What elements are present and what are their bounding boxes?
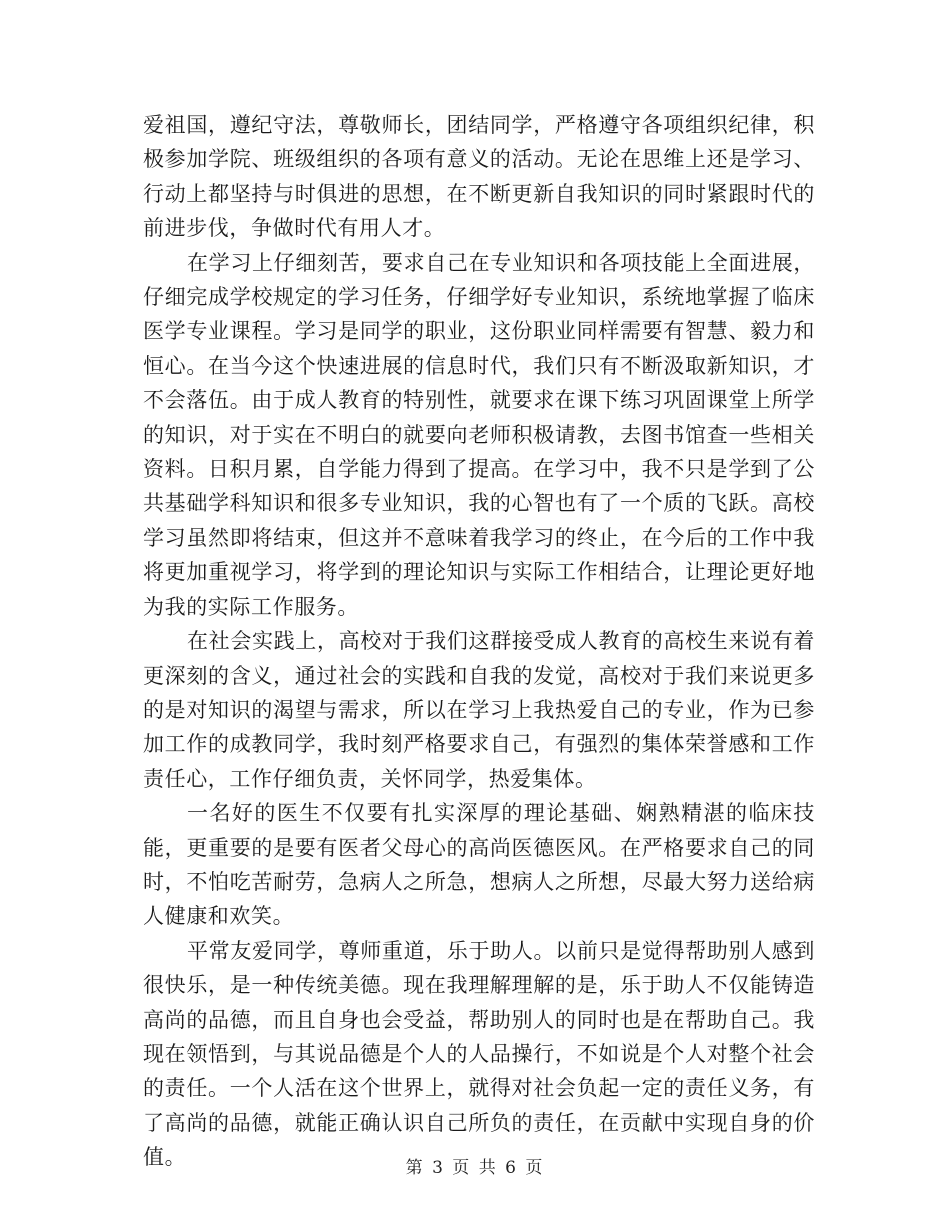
paragraph-1: 爱祖国，遵纪守法，尊敬师长，团结同学，严格遵守各项组织纪律，积极参加学院、班级组织的各项有意义的活动。无论在思维上还是学习、行动上都坚持与时俱进的思想，在不断更新自我知识的同时紧跟时代的前进步伐，争做时代有用人才。 [143,113,815,241]
paragraph-5: 平常友爱同学，尊师重道，乐于助人。以前只是觉得帮助别人感到很快乐，是一种传统美德。现在我理解理解的是，乐于助人不仅能铸造高尚的品德，而且自身也会受益，帮助别人的同时也是在帮助自己。我现在领悟到，与其说品德是个人的人品操行，不如说是个人对整个社会的责任。一个人活在这个世界上，就得对社会负起一定的责任义务，有了高尚的品德，就能正确认识自己所负的责任，在贡献中实现自身的价值。 [143,938,815,1170]
page-footer [0,1153,950,1178]
paragraph-2: 在学习上仔细刻苦，要求自己在专业知识和各项技能上全面进展，仔细完成学校规定的学习任务，仔细学好专业知识，系统地掌握了临床医学专业课程。学习是同学的职业，这份职业同样需要有智慧、毅力和恒心。在当今这个快速进展的信息时代，我们只有不断汲取新知识，才不会落伍。由于成人教育的特别性，就要求在课下练习巩固课堂上所学的知识，对于实在不明白的就要向老师积极请教，去图书馆查一些相关资料。日积月累，自学能力得到了提高。在学习中，我不只是学到了公共基础学科知识和很多专业知识，我的心智也有了一个质的飞跃。高校学习虽然即将结束，但这并不意味着我学习的终止，在今后的工作中我将更加重视学习，将学到的理论知识与实际工作相结合，让理论更好地为我的实际工作服务。 [143,250,815,619]
paragraph-3: 在社会实践上，高校对于我们这群接受成人教育的高校生来说有着更深刻的含义，通过社会的实践和自我的发觉，高校对于我们来说更多的是对知识的渴望与需求，所以在学习上我热爱自己的专业，作为已参加工作的成教同学，我时刻严格要求自己，有强烈的集体荣誉感和工作责任心，工作仔细负责，关怀同学，热爱集体。 [143,629,815,791]
document-body [143,108,815,1175]
paragraph-4: 一名好的医生不仅要有扎实深厚的理论基础、娴熟精湛的临床技能，更重要的是要有医者父母心的高尚医德医风。在严格要求自己的同时，不怕吃苦耐劳，急病人之所急，想病人之所想，尽最大努力送给病人健康和欢笑。 [143,801,815,929]
page-number: 第 3 页 共 6 页 [405,1158,545,1178]
